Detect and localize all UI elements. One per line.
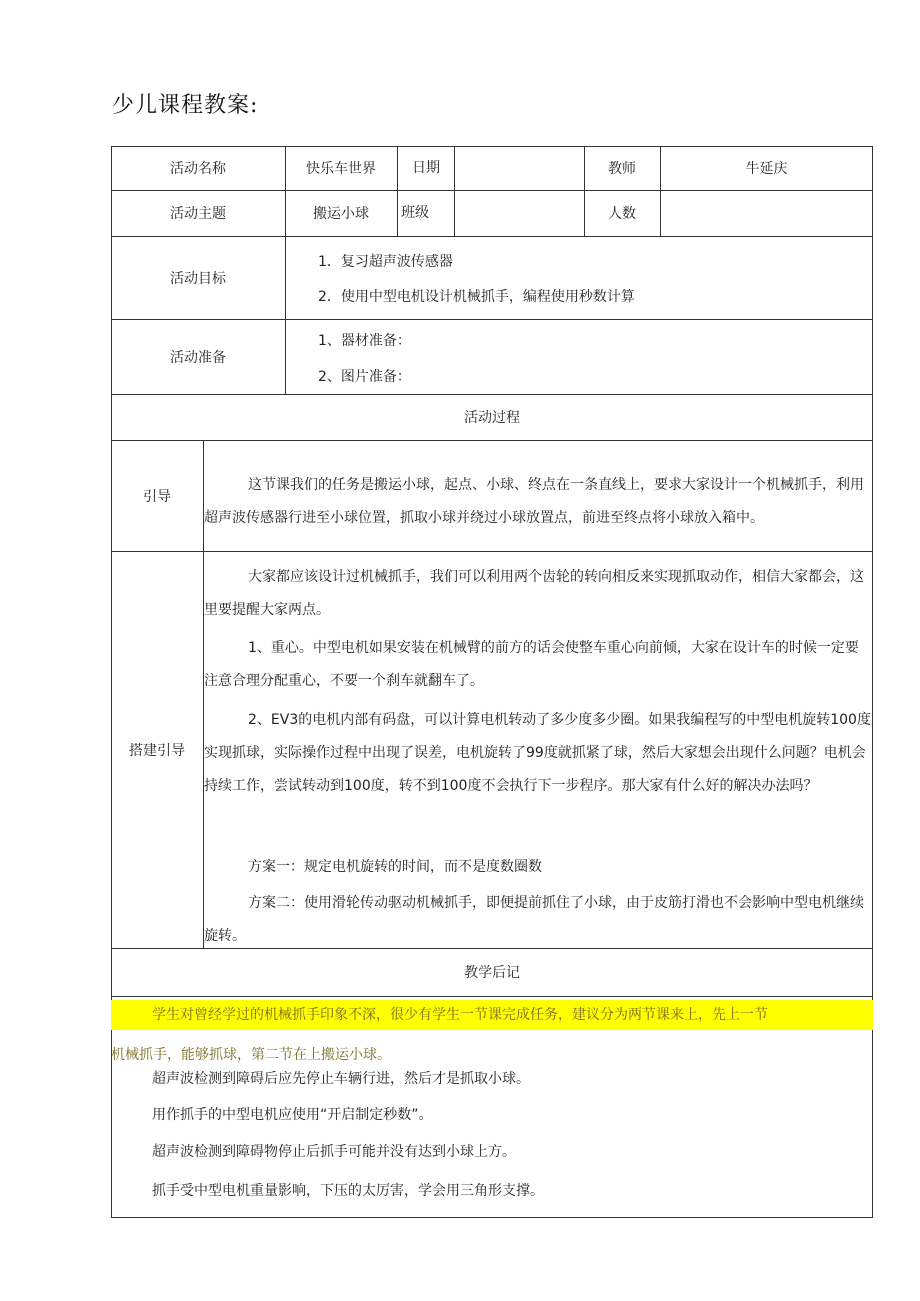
build-paragraph: 方案一：规定电机旋转的时间，而不是度数圈数 bbox=[248, 859, 542, 875]
theme-label: 活动主题 bbox=[170, 206, 226, 222]
prep-label: 活动准备 bbox=[170, 349, 226, 366]
goal-item: 1．复习超声波传感器 bbox=[318, 254, 453, 270]
teacher-value: 牛延庆 bbox=[745, 161, 788, 177]
class-value bbox=[454, 190, 584, 236]
process-header: 活动过程 bbox=[464, 410, 520, 426]
theme-value: 搬运小球 bbox=[313, 206, 369, 222]
date-label: 日期 bbox=[412, 160, 440, 176]
goals-label: 活动目标 bbox=[170, 270, 226, 287]
page-title: 少儿课程教案: bbox=[112, 93, 259, 118]
teacher-label: 教师 bbox=[608, 161, 636, 177]
build-paragraph: 大家都应该设计过机械抓手，我们可以利用两个齿轮的转向相反来实现抓取动作，相信大家都会，这里要提醒大家两点。 bbox=[204, 569, 864, 618]
date-value bbox=[454, 146, 584, 190]
intro-label: 引导 bbox=[143, 488, 171, 505]
prep-item: 1、器材准备： bbox=[318, 333, 411, 349]
activity-name-value: 快乐车世界 bbox=[306, 161, 376, 177]
reflection-note: 抓手受中型电机重量影响，下压的太厉害，学会用三角形支撑。 bbox=[152, 1183, 544, 1199]
count-value bbox=[660, 190, 873, 236]
row-divider bbox=[111, 996, 873, 997]
build-paragraph: 方案二：使用滑轮传动驱动机械抓手，即便提前抓住了小球，由于皮筋打滑也不会影响中型电机继续旋转。 bbox=[204, 895, 864, 944]
build-paragraph: 2、EV3的电机内部有码盘，可以计算电机转动了多少度多少圈。如果我编程写的中型电机旋转100度实现抓球，实际操作过程中出现了误差，电机旋转了99度就抓紧了球，然后大家想会出现什么问题？电机会持续工作，尝试转动到100度，转不到100度不会执行下一步程序。那大家有什么好的解决办法吗？ bbox=[204, 712, 871, 794]
reflection-note: 超声波检测到障碍后应先停止车辆行进，然后才是抓取小球。 bbox=[152, 1071, 530, 1087]
column-divider bbox=[397, 146, 398, 236]
intro-text: 这节课我们的任务是搬运小球，起点、小球、终点在一条直线上，要求大家设计一个机械抓手，利用超声波传感器行进至小球位置，抓取小球并绕过小球放置点，前进至终点将小球放入箱中。 bbox=[204, 477, 864, 526]
class-label: 班级 bbox=[401, 205, 429, 221]
build-paragraph: 1、重心。中型电机如果安装在机械臂的前方的话会使整车重心向前倾，大家在设计车的时候一定要注意合理分配重心，不要一个刹车就翻车了。 bbox=[204, 640, 859, 689]
reflection-note: 超声波检测到障碍物停止后抓手可能并没有达到小球上方。 bbox=[152, 1144, 516, 1160]
reflection-note: 用作抓手的中型电机应使用“开启制定秒数”。 bbox=[152, 1107, 433, 1123]
row-divider bbox=[111, 551, 873, 552]
activity-name-label: 活动名称 bbox=[170, 161, 226, 177]
row-divider bbox=[111, 440, 873, 441]
prep-item: 2、图片准备： bbox=[318, 369, 411, 385]
reflection-highlight: 学生对曾经学过的机械抓手印象不深，很少有学生一节课完成任务，建议分为两节课来上，先上一节 bbox=[111, 1000, 873, 1030]
count-label: 人数 bbox=[608, 206, 636, 222]
build-label: 搭建引导 bbox=[129, 742, 185, 759]
goal-item: 2．使用中型电机设计机械抓手，编程使用秒数计算 bbox=[318, 289, 635, 305]
reflection-header: 教学后记 bbox=[464, 965, 520, 981]
reflection-highlight-continued: 机械抓手，能够抓球，第二节在上搬运小球。 bbox=[111, 1047, 391, 1063]
